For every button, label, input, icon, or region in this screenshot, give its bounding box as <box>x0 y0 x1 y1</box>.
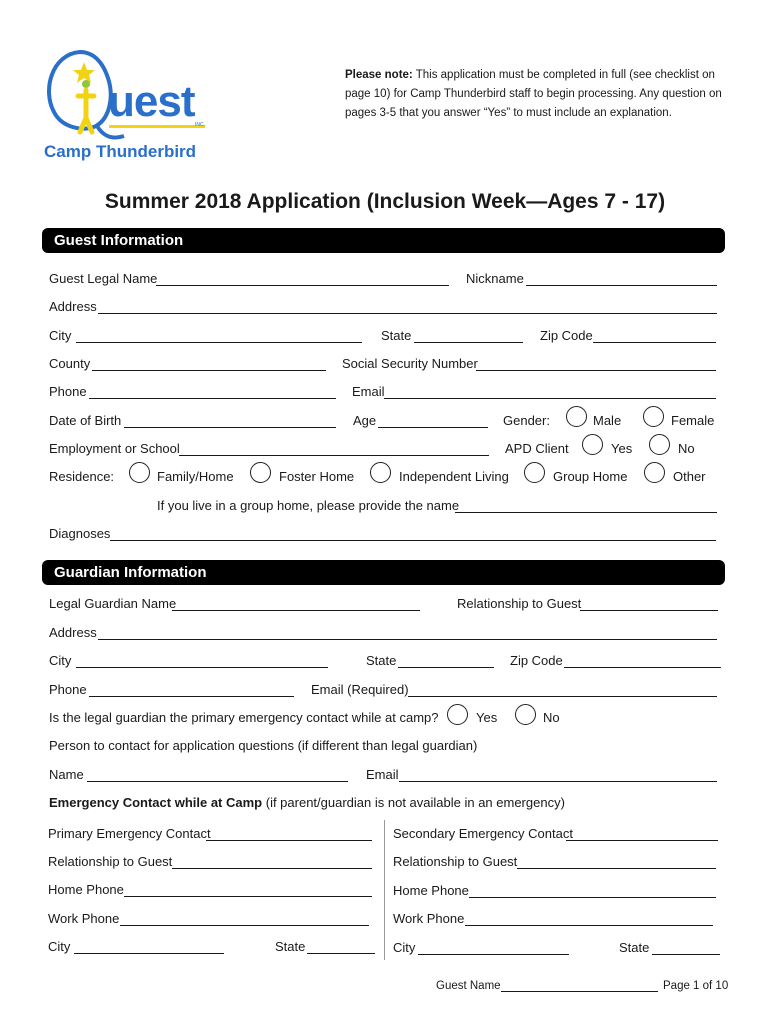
diagnoses-label: Diagnoses <box>49 526 111 541</box>
guardian-phone-label: Phone <box>49 682 87 697</box>
residence-family-label: Family/Home <box>157 469 234 484</box>
secondary-relationship-label: Relationship to Guest <box>393 854 518 869</box>
contact-name-field[interactable] <box>87 781 348 782</box>
emergency-divider <box>384 820 385 960</box>
primary-state-label: State <box>275 939 306 954</box>
secondary-state-label: State <box>619 940 650 955</box>
secondary-state-field[interactable] <box>652 954 720 955</box>
age-field[interactable] <box>378 427 488 428</box>
group-home-field[interactable] <box>455 512 717 513</box>
guardian-relationship-field[interactable] <box>580 610 718 611</box>
primary-contact-yes-label: Yes <box>476 710 498 725</box>
contact-email-field[interactable] <box>399 781 717 782</box>
guest-state-field[interactable] <box>414 342 523 343</box>
primary-home-phone-label: Home Phone <box>48 882 124 897</box>
apd-no-radio[interactable] <box>649 434 670 455</box>
logo-subtitle: Camp Thunderbird <box>44 142 197 161</box>
primary-city-field[interactable] <box>74 953 224 954</box>
residence-label: Residence: <box>49 469 115 484</box>
residence-other-radio[interactable] <box>644 462 665 483</box>
primary-city-label: City <box>48 939 71 954</box>
emergency-heading-bold: Emergency Contact while at Camp <box>49 795 263 810</box>
gender-female-label: Female <box>671 413 715 428</box>
legal-guardian-field[interactable] <box>172 610 420 611</box>
guest-city-field[interactable] <box>76 342 362 343</box>
secondary-emergency-label: Secondary Emergency Contact <box>393 826 573 841</box>
contact-name-label: Name <box>49 767 84 782</box>
guardian-info-header-label: Guardian Information <box>54 564 207 581</box>
guardian-email-required-label: Email (Required) <box>311 682 409 697</box>
guardian-phone-field[interactable] <box>89 696 294 697</box>
age-label: Age <box>353 413 377 428</box>
primary-state-field[interactable] <box>307 953 375 954</box>
nickname-label: Nickname <box>466 271 524 286</box>
secondary-city-field[interactable] <box>418 954 569 955</box>
logo-brand-text: uest <box>108 77 195 126</box>
guest-zip-field[interactable] <box>593 342 716 343</box>
guardian-address-label: Address <box>49 625 97 640</box>
employment-field[interactable] <box>179 455 489 456</box>
dob-label: Date of Birth <box>49 413 122 428</box>
employment-label: Employment or School <box>49 441 180 456</box>
primary-work-phone-field[interactable] <box>120 925 369 926</box>
guardian-info-header <box>42 560 725 585</box>
logo-underline <box>109 125 205 128</box>
primary-contact-yes-radio[interactable] <box>447 704 468 725</box>
residence-independent-radio[interactable] <box>370 462 391 483</box>
guardian-email-required-field[interactable] <box>408 696 717 697</box>
guest-city-label: City <box>49 328 72 343</box>
apd-client-label: APD Client <box>505 441 569 456</box>
diagnoses-field[interactable] <box>110 540 716 541</box>
primary-contact-no-radio[interactable] <box>515 704 536 725</box>
guest-info-header-label: Guest Information <box>54 232 184 249</box>
primary-relationship-label: Relationship to Guest <box>48 854 173 869</box>
primary-home-phone-field[interactable] <box>124 896 372 897</box>
apd-yes-label: Yes <box>611 441 633 456</box>
secondary-work-phone-field[interactable] <box>465 925 713 926</box>
secondary-city-label: City <box>393 940 416 955</box>
secondary-home-phone-field[interactable] <box>469 897 716 898</box>
guardian-city-field[interactable] <box>76 667 328 668</box>
apd-no-label: No <box>678 441 695 456</box>
primary-work-phone-label: Work Phone <box>48 911 120 926</box>
note-text: This application must be completed in full (see checklist on page 10) for Camp Thunderbird staff to begin processing. Any question on pages 3-5 that you answer “Yes” to must include an explanation. <box>345 69 722 119</box>
residence-group-label: Group Home <box>553 469 628 484</box>
guardian-state-field[interactable] <box>398 667 494 668</box>
quest-logo <box>40 40 215 165</box>
primary-emergency-field[interactable] <box>206 840 372 841</box>
group-home-label: If you live in a group home, please provide the name <box>157 498 460 513</box>
ssn-label: Social Security Number <box>342 356 478 371</box>
contact-email-label: Email <box>366 767 399 782</box>
guest-zip-label: Zip Code <box>540 328 593 343</box>
guest-info-header <box>42 228 725 253</box>
guardian-relationship-label: Relationship to Guest <box>457 596 582 611</box>
guardian-zip-label: Zip Code <box>510 653 563 668</box>
residence-family-radio[interactable] <box>129 462 150 483</box>
page-title: Summer 2018 Application (Inclusion Week—Ages 7 - 17) <box>104 190 666 213</box>
guardian-state-label: State <box>366 653 397 668</box>
guest-email-label: Email <box>352 384 385 399</box>
guest-address-label: Address <box>49 299 97 314</box>
residence-group-radio[interactable] <box>524 462 545 483</box>
page-number: Page 1 of 10 <box>663 980 729 992</box>
residence-foster-label: Foster Home <box>279 469 355 484</box>
guest-legal-name-label: Guest Legal Name <box>49 271 158 286</box>
note-label: Please note: <box>345 69 413 81</box>
gender-male-radio[interactable] <box>566 406 587 427</box>
footer-guest-name-field[interactable] <box>501 991 658 992</box>
emergency-heading <box>49 795 565 811</box>
application-note <box>345 66 735 123</box>
logo-inc: INC. <box>195 122 205 128</box>
apd-yes-radio[interactable] <box>582 434 603 455</box>
dob-field[interactable] <box>124 427 336 428</box>
footer-guest-name-label: Guest Name <box>436 980 501 992</box>
residence-other-label: Other <box>673 469 706 484</box>
guardian-address-field[interactable] <box>98 639 717 640</box>
primary-relationship-field[interactable] <box>172 868 372 869</box>
residence-foster-radio[interactable] <box>250 462 271 483</box>
guest-phone-label: Phone <box>49 384 87 399</box>
guardian-zip-field[interactable] <box>564 667 721 668</box>
guardian-city-label: City <box>49 653 72 668</box>
secondary-work-phone-label: Work Phone <box>393 911 465 926</box>
county-field[interactable] <box>92 370 326 371</box>
contact-person-question: Person to contact for application questions (if different than legal guardian) <box>49 738 478 753</box>
ssn-field[interactable] <box>476 370 716 371</box>
residence-independent-label: Independent Living <box>399 469 509 484</box>
nickname-field[interactable] <box>526 285 717 286</box>
guest-state-label: State <box>381 328 412 343</box>
guest-legal-name-field[interactable] <box>156 285 449 286</box>
guest-phone-field[interactable] <box>89 398 336 399</box>
secondary-emergency-field[interactable] <box>566 840 718 841</box>
gender-label: Gender: <box>503 413 550 428</box>
guest-email-field[interactable] <box>384 398 716 399</box>
guest-address-field[interactable] <box>98 313 717 314</box>
secondary-home-phone-label: Home Phone <box>393 883 469 898</box>
primary-contact-question: Is the legal guardian the primary emergency contact while at camp? <box>49 710 439 725</box>
gender-female-radio[interactable] <box>643 406 664 427</box>
primary-contact-no-label: No <box>543 710 560 725</box>
primary-emergency-label: Primary Emergency Contact <box>48 826 211 841</box>
emergency-heading-note: (if parent/guardian is not available in an emergency) <box>262 795 565 810</box>
gender-male-label: Male <box>593 413 622 428</box>
county-label: County <box>49 356 91 371</box>
legal-guardian-label: Legal Guardian Name <box>49 596 177 611</box>
secondary-relationship-field[interactable] <box>517 868 716 869</box>
